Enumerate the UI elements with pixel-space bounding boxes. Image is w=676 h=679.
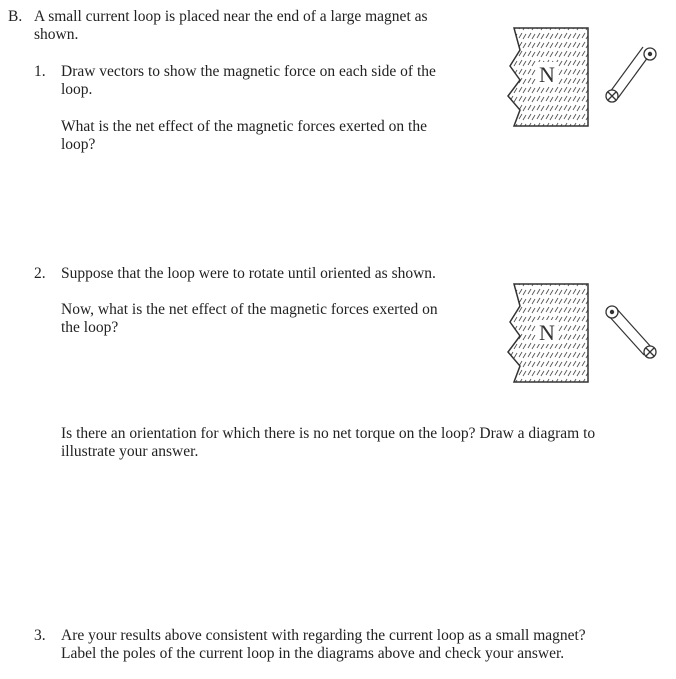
q2-line1: Suppose that the loop were to rotate until oriented as shown. [61, 265, 436, 282]
q1-sub-line2: loop? [61, 136, 96, 153]
magnet-pole-n-label: N [539, 320, 555, 345]
q1-sub-line1: What is the net effect of the magnetic forces exerted on the [61, 118, 427, 135]
q1-line2: loop. [61, 81, 93, 98]
q1-line1: Draw vectors to show the magnetic force on each side of the [61, 63, 436, 80]
magnet-loop-figure-2 [500, 278, 676, 388]
q1-number: 1. [34, 63, 46, 80]
q2-sub-line2: the loop? [61, 319, 119, 336]
q3-line2: Label the poles of the current loop in the diagrams above and check your answer. [61, 645, 565, 662]
current-into-page-icon [606, 90, 618, 102]
q2-number: 2. [34, 265, 46, 282]
current-out-of-page-icon [606, 306, 618, 318]
q3-number: 3. [34, 627, 46, 644]
part-b-intro-line1: A small current loop is placed near the end of a large magnet as [34, 8, 428, 25]
q2-followup-line2: illustrate your answer. [61, 443, 199, 460]
part-b-intro-line2: shown. [34, 26, 79, 43]
current-out-of-page-icon [644, 48, 656, 60]
magnet-loop-figure-1 [500, 22, 676, 132]
q3-line1: Are your results above consistent with regarding the current loop as a small magnet? [61, 627, 586, 644]
part-b-label: B. [8, 8, 23, 25]
magnet-pole-n-label: N [539, 62, 555, 87]
q2-sub-line1: Now, what is the net effect of the magnetic forces exerted on [61, 301, 438, 318]
current-into-page-icon [644, 346, 656, 358]
q2-followup-line1: Is there an orientation for which there is no net torque on the loop? Draw a diagram to [61, 425, 596, 442]
